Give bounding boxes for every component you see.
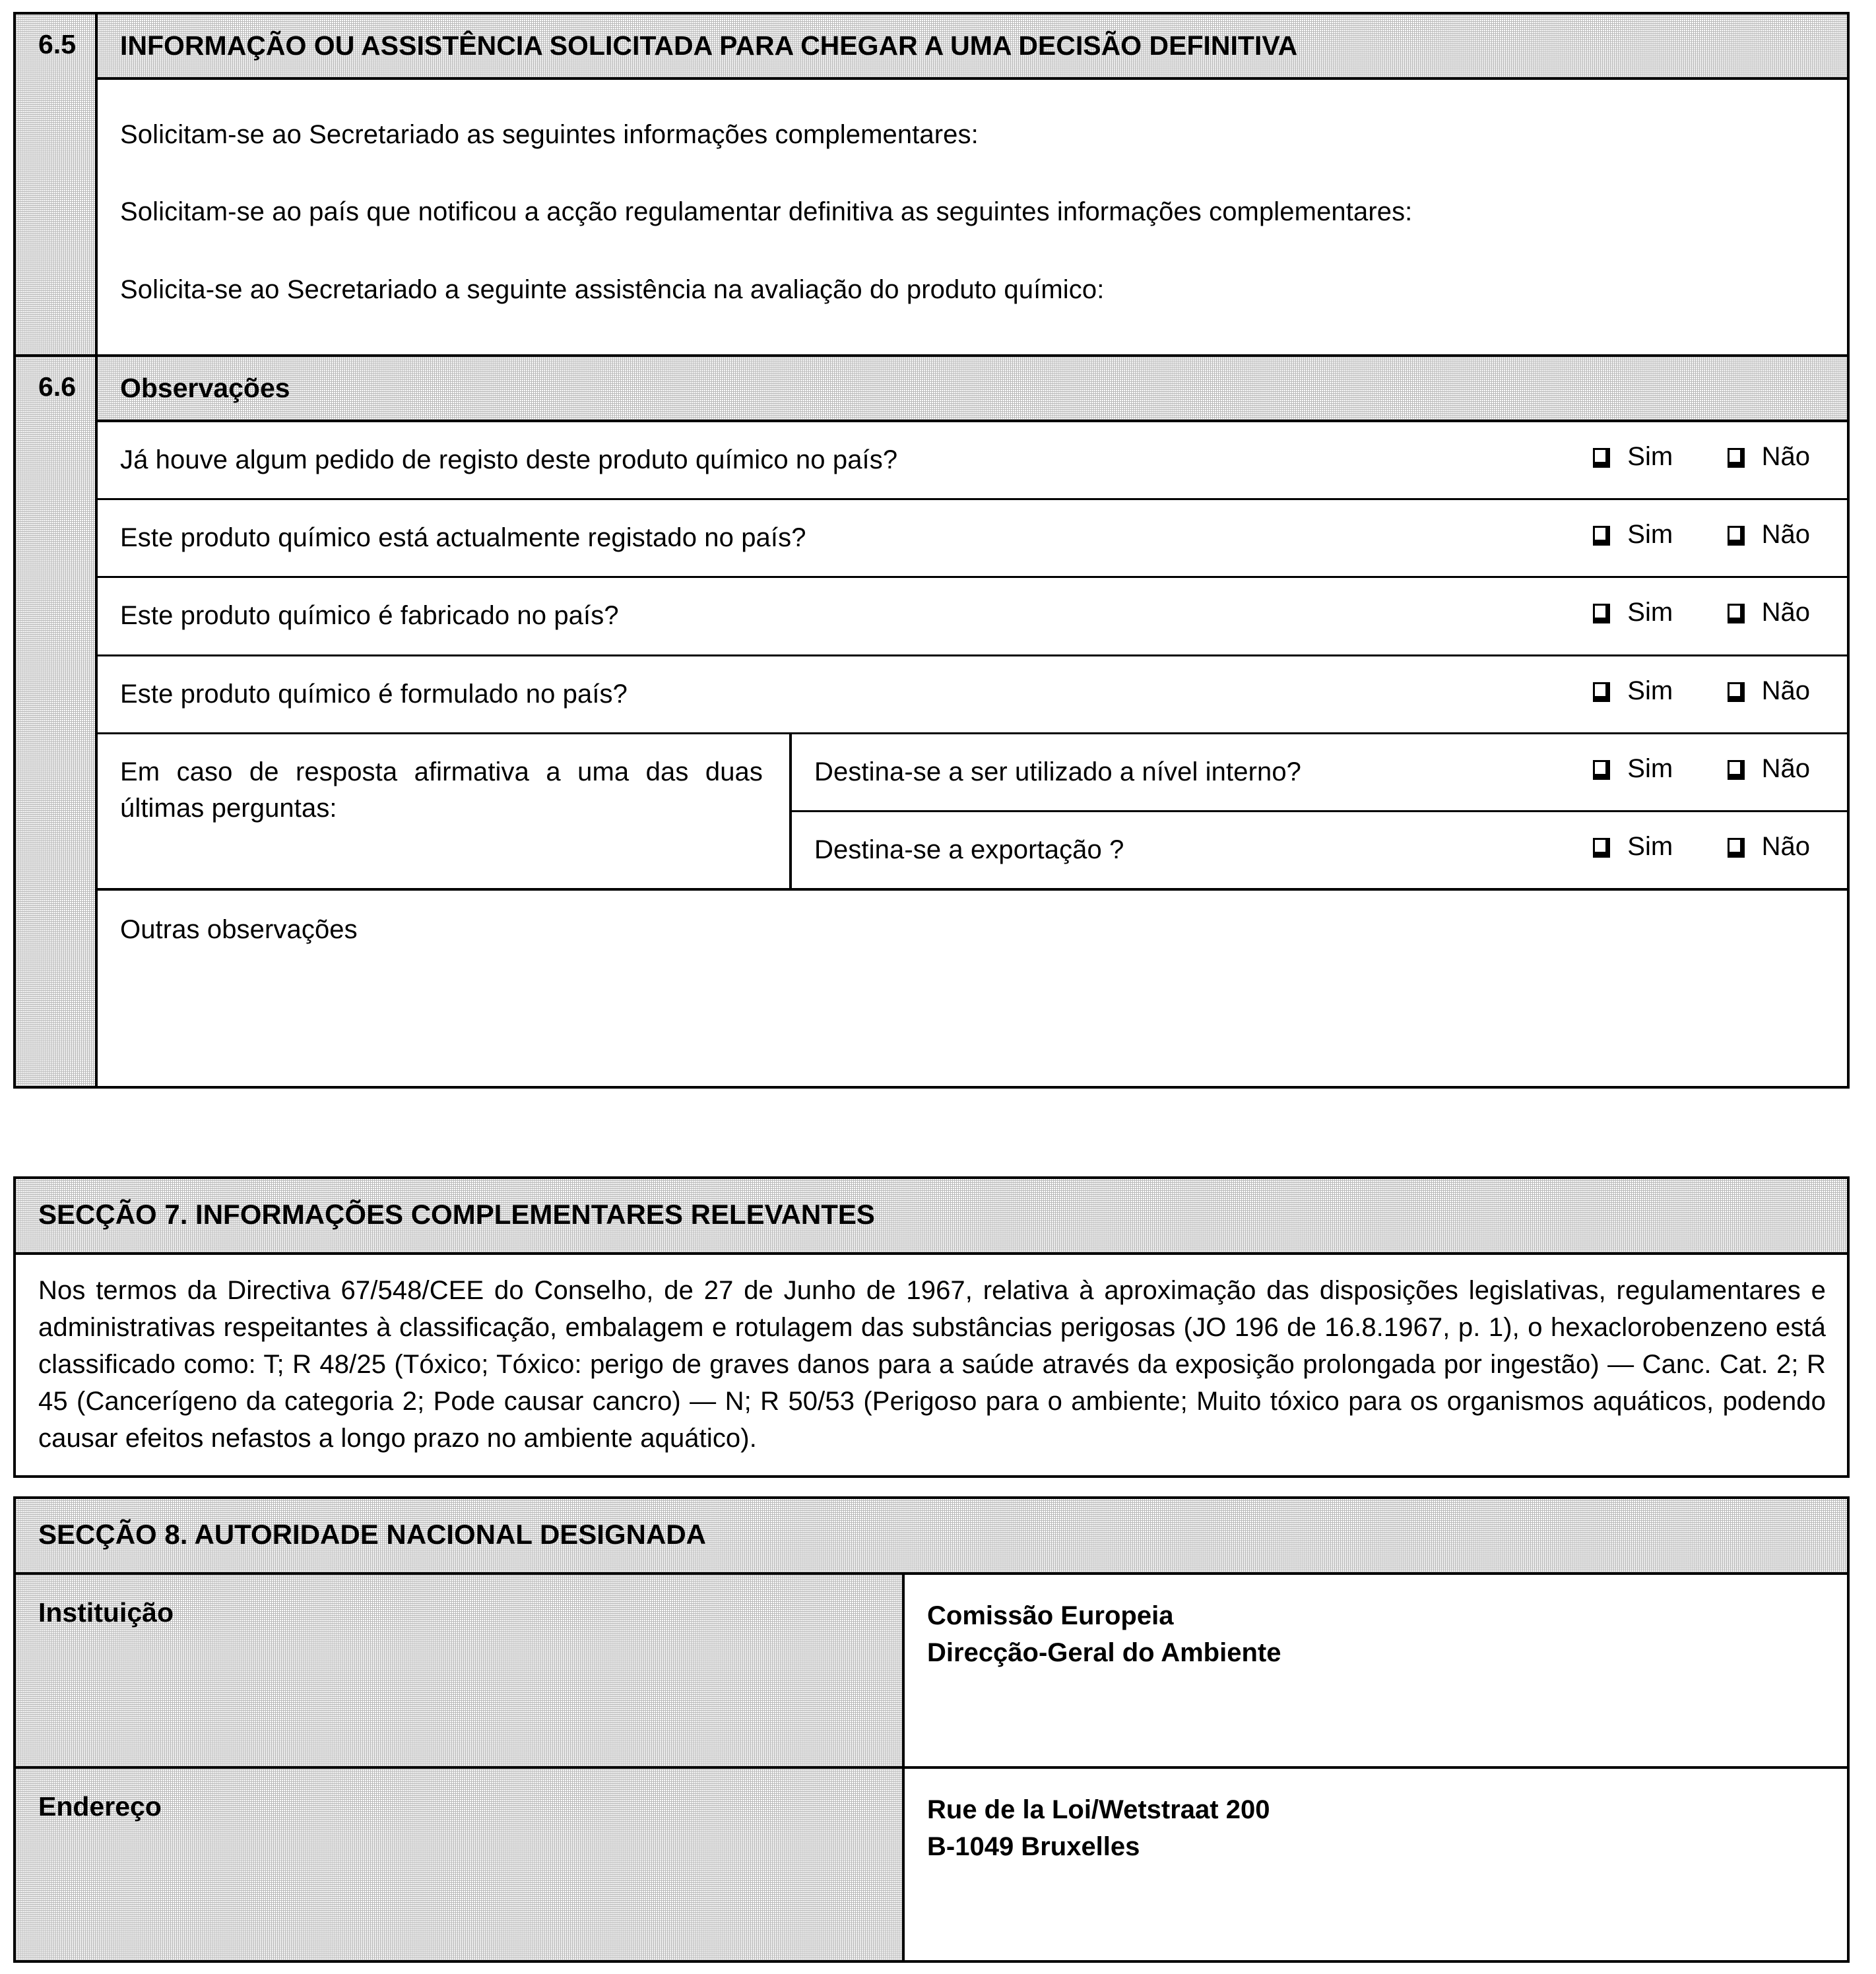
question-label: Este produto químico é formulado no país? <box>120 679 628 709</box>
answer-options-cell <box>1438 499 1847 577</box>
answer-option-no-label: Não <box>1761 676 1810 705</box>
other-remarks-label: Outras observações <box>120 915 358 945</box>
question-row <box>98 577 1847 655</box>
section-6-5-title: INFORMAÇÃO OU ASSISTÊNCIA SOLICITADA PARA CHEGAR A UMA DECISÃO DEFINITIVA <box>120 30 1298 61</box>
question-row <box>98 499 1847 577</box>
question-text-cell <box>98 577 1438 655</box>
address-label-cell <box>16 1767 903 1960</box>
institution-label-cell <box>16 1575 903 1767</box>
other-remarks-cell[interactable] <box>98 889 1847 1086</box>
institution-value-cell <box>903 1575 1847 1767</box>
section-6-6-header-row <box>16 356 1847 421</box>
section-6-5-number-cell <box>16 15 96 356</box>
question-text-cell <box>98 655 1438 733</box>
answer-option-no-label: Não <box>1761 598 1810 627</box>
answer-option-no[interactable] <box>1728 754 1810 784</box>
answer-options-cell <box>1438 422 1847 499</box>
section-6-6-title-cell <box>96 356 1847 421</box>
section-6-table <box>16 15 1847 1086</box>
section-7-panel <box>13 1176 1850 1478</box>
answer-option-yes[interactable] <box>1593 520 1673 550</box>
checkbox-icon[interactable] <box>1728 760 1745 780</box>
address-value-line-1: Rue de la Loi/Wetstraat 200 <box>927 1795 1270 1824</box>
section-6-5-header-row <box>16 15 1847 79</box>
section-6-5-line-2: Solicitam-se ao país que notificou a acção regulamentar definitiva as seguintes informações complementares: <box>120 197 1413 227</box>
answer-option-no[interactable] <box>1728 676 1810 706</box>
section-6-6-number-cell <box>16 356 96 1086</box>
sub-question-label: Destina-se a exportação ? <box>814 835 1124 864</box>
section-6-5-body-cell <box>96 79 1847 356</box>
answer-option-yes[interactable] <box>1593 832 1673 862</box>
answer-option-yes-label: Sim <box>1627 753 1673 783</box>
answer-option-no-label: Não <box>1761 753 1810 783</box>
question-text-cell <box>98 499 1438 577</box>
checkbox-icon[interactable] <box>1593 838 1610 858</box>
section-8-panel <box>13 1496 1850 1963</box>
section-7-paragraph: Nos termos da Directiva 67/548/CEE do Conselho, de 27 de Junho de 1967, relativa à aproximação das disposições legislativas, regulamentares e administrativas respeitantes à classificação, embalagem e rotulagem das substâncias perigosas (JO 196 de 16.8.1967, p. 1), o hexaclorobenzeno está classificado como: T; R 48/25 (Tóxico; Tóxico: perigo de graves danos para a saúde através da exposição prolongada por ingestão) — Canc. Cat. 2; R 45 (Cancerígeno da categoria 2; Pode causar cancro) — N; R 50/53 (Perigoso para o ambiente; Muito tóxico para os organismos aquáticos, podendo causar efeitos nefastos a longo prazo no ambiente aquático). <box>38 1275 1826 1453</box>
answer-options-cell <box>1438 577 1847 655</box>
sub-question-text-cell <box>791 812 1438 890</box>
section-8-table <box>16 1575 1847 1960</box>
address-value-line-2: B-1049 Bruxelles <box>927 1832 1140 1862</box>
sub-question-label: Destina-se a ser utilizado a nível interno? <box>814 757 1302 786</box>
institution-value-line-2: Direcção-Geral do Ambiente <box>927 1638 1281 1668</box>
observacoes-question-table <box>98 422 1847 1086</box>
question-row <box>98 422 1847 499</box>
section-6-5-line-1: Solicitam-se ao Secretariado as seguintes informações complementares: <box>120 120 979 150</box>
address-value-cell <box>903 1767 1847 1960</box>
conditional-prompt-cell <box>98 733 791 889</box>
institution-label: Instituição <box>38 1597 174 1628</box>
answer-option-no-label: Não <box>1761 520 1810 550</box>
question-row <box>98 655 1847 733</box>
question-label: Este produto químico está actualmente registado no país? <box>120 523 806 553</box>
section-7-body <box>16 1255 1847 1475</box>
answer-option-yes[interactable] <box>1593 676 1673 706</box>
checkbox-icon[interactable] <box>1593 682 1610 702</box>
answer-options-cell <box>1438 655 1847 733</box>
checkbox-icon[interactable] <box>1728 448 1745 468</box>
answer-option-no[interactable] <box>1728 832 1810 862</box>
section-8-header <box>16 1499 1847 1575</box>
section-6-5-number: 6.5 <box>38 29 76 59</box>
checkbox-icon[interactable] <box>1728 838 1745 858</box>
answer-option-yes-label: Sim <box>1627 832 1673 861</box>
section-6-6-title: Observações <box>120 372 290 403</box>
checkbox-icon[interactable] <box>1728 526 1745 546</box>
checkbox-icon[interactable] <box>1728 682 1745 702</box>
checkbox-icon[interactable] <box>1593 526 1610 546</box>
table-row <box>16 1767 1847 1960</box>
checkbox-icon[interactable] <box>1593 448 1610 468</box>
conditional-prompt: Em caso de resposta afirmativa a uma das duas últimas perguntas: <box>120 757 763 823</box>
answer-option-yes-label: Sim <box>1627 676 1673 705</box>
answer-option-yes[interactable] <box>1593 598 1673 627</box>
answer-option-yes[interactable] <box>1593 754 1673 784</box>
answer-option-yes-label: Sim <box>1627 598 1673 627</box>
conditional-row <box>98 733 1847 811</box>
question-label: Já houve algum pedido de registo deste produto químico no país? <box>120 445 898 475</box>
answer-options-cell <box>1438 733 1847 811</box>
table-row <box>16 1575 1847 1767</box>
section-6-6-number: 6.6 <box>38 371 76 402</box>
institution-value-line-1: Comissão Europeia <box>927 1601 1174 1630</box>
answer-option-no[interactable] <box>1728 442 1810 472</box>
answer-option-yes[interactable] <box>1593 442 1673 472</box>
address-label: Endereço <box>38 1791 162 1822</box>
section-6-block <box>13 12 1850 1089</box>
section-6-5-line-3: Solicita-se ao Secretariado a seguinte assistência na avaliação do produto químico: <box>120 274 1105 304</box>
question-label: Este produto químico é fabricado no país? <box>120 601 619 631</box>
question-text-cell <box>98 422 1438 499</box>
answer-option-no-label: Não <box>1761 832 1810 861</box>
answer-option-yes-label: Sim <box>1627 442 1673 472</box>
section-8-heading: SECÇÃO 8. AUTORIDADE NACIONAL DESIGNADA <box>38 1519 706 1550</box>
sub-question-text-cell <box>791 733 1438 811</box>
section-6-5-title-cell <box>96 15 1847 79</box>
answer-option-no[interactable] <box>1728 520 1810 550</box>
answer-options-cell <box>1438 812 1847 890</box>
section-6-6-body-row <box>16 421 1847 1086</box>
checkbox-icon[interactable] <box>1728 604 1745 623</box>
other-remarks-row <box>98 889 1847 1086</box>
section-7-header <box>16 1179 1847 1255</box>
answer-option-no-label: Não <box>1761 442 1810 472</box>
checkbox-icon[interactable] <box>1593 760 1610 780</box>
answer-option-no[interactable] <box>1728 598 1810 627</box>
section-7-heading: SECÇÃO 7. INFORMAÇÕES COMPLEMENTARES RELEVANTES <box>38 1199 875 1230</box>
section-6-6-body-cell <box>96 421 1847 1086</box>
answer-option-yes-label: Sim <box>1627 520 1673 550</box>
checkbox-icon[interactable] <box>1593 604 1610 623</box>
section-6-5-body-row <box>16 79 1847 356</box>
